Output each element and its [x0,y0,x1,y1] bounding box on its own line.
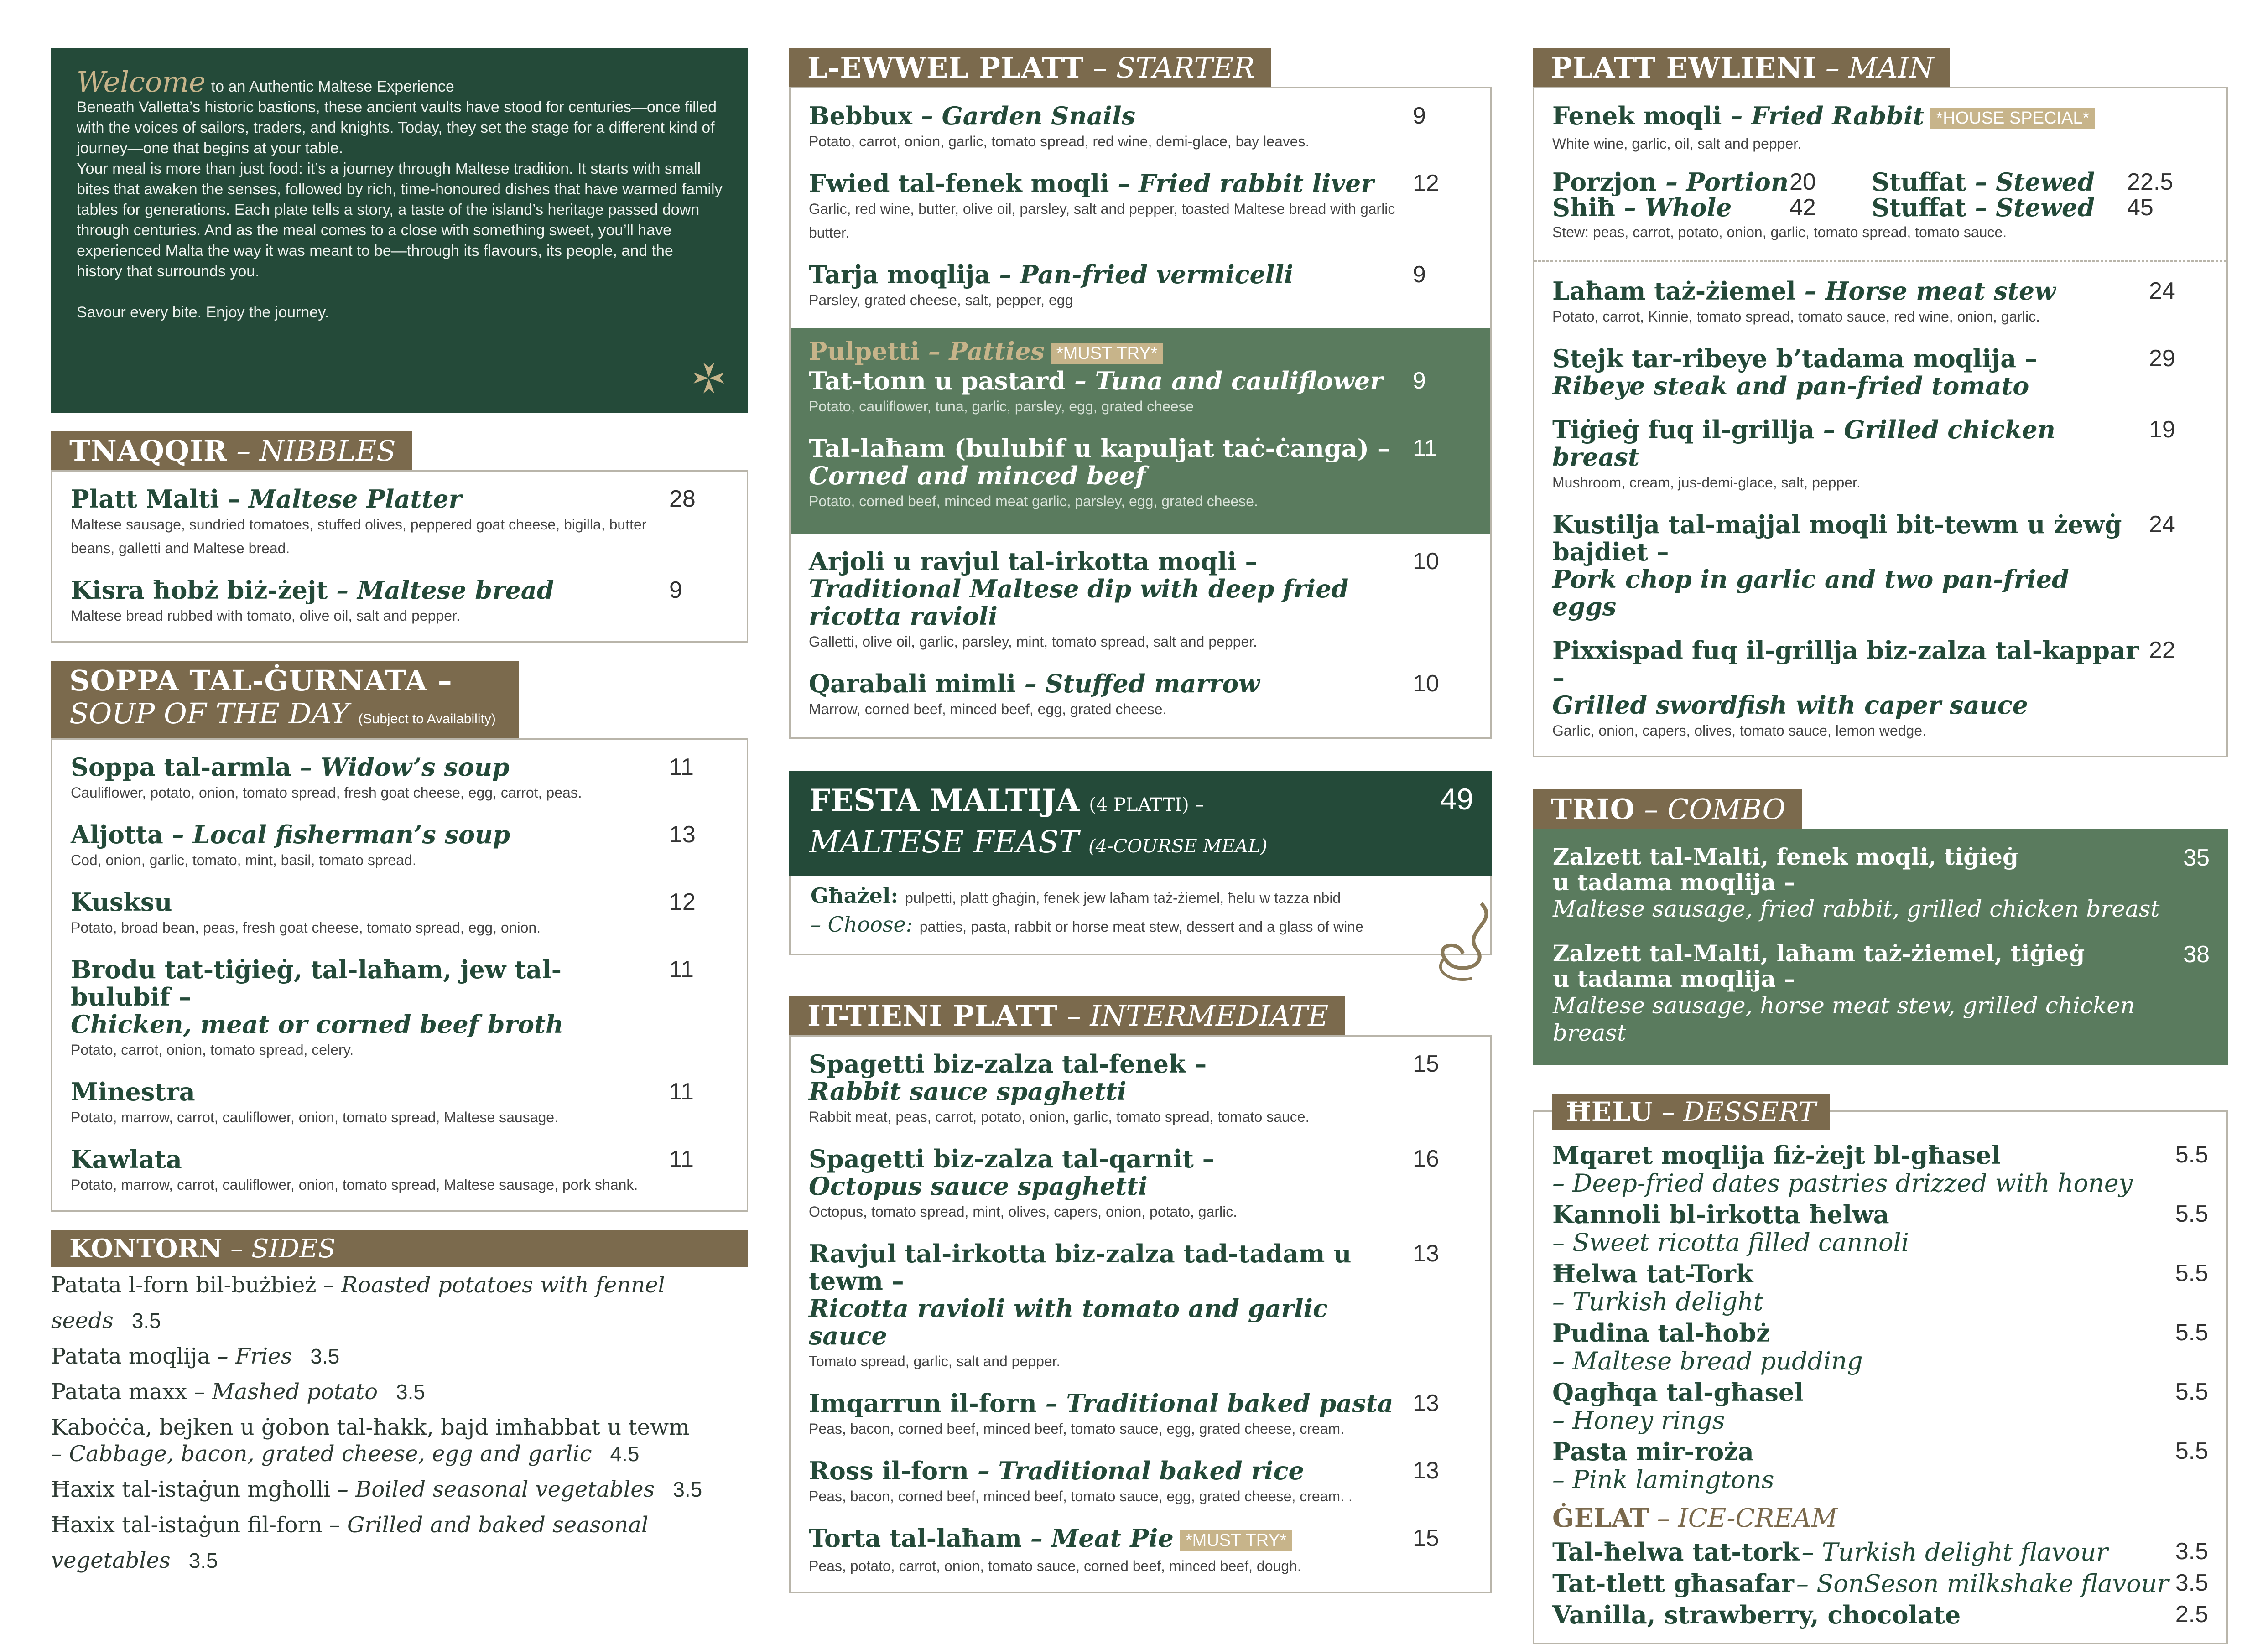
item-price: 13 [669,821,696,848]
item-price: 13 [1413,1457,1439,1484]
dessert-item: Qagħqa tal-għasel – Honey rings 5.5 [1552,1377,2208,1435]
item-price: 24 [2149,511,2175,538]
trio-section [1533,789,2228,1065]
feast-header: FESTA MALTIJA (4 PLATTI) – MALTESE FEAST (4-COURSE MEAL) 49 [789,771,1492,876]
soup-section [51,661,748,1212]
maltese-cross-icon [691,360,727,396]
main-section [1533,48,2228,757]
nibbles-box [51,470,748,643]
combo-item: Zalzett tal-Malti, laħam taż-żiemel, tiġieġ u tadama moqlija – Maltese sausage, horse meat stew, grilled chicken breast 38 [1553,939,2210,1046]
icecream-subheader: ĠELAT – ICE-CREAM [1552,1503,1838,1533]
menu-item: Tiġieġ fuq il-grillja – Grilled chicken breast Mushroom, cream, jus-demi-glace, salt, pepper. 19 [1552,416,2208,494]
intermediate-header: IT-TIENI PLATT – INTERMEDIATE [789,996,1345,1035]
item-price: 10 [1413,548,1439,575]
welcome-paragraph-2: Your meal is more than just food: it’s a journey through Maltese tradition. It starts with small bites that awaken the senses, followed by rich, time-honoured dishes that have warmed family tables for generations. Each plate tells a story, a taste of the island’s heritage passed down through centuries. And as the meal comes to a close with something sweet, you’ll have experienced Malta the way it was meant to be—through its flavours, its people, and the history that surrounds you. [77,160,723,280]
menu-item: Kisra ħobż biż-żejt – Maltese bread Maltese bread rubbed with tomato, olive oil, salt and pepper. 9 [71,576,728,628]
portion-row: Shiħ – Whole 42 Stuffat – Stewed 45 [1552,192,2154,222]
item-price: 28 [669,486,696,512]
menu-item: Imqarrun il-forn – Traditional baked pasta Peas, bacon, corned beef, minced beef, tomato sauce, egg, grated cheese, cream. 13 [809,1390,1472,1441]
welcome-paragraph-1: Beneath Valletta’s historic bastions, these ancient vaults have stood for centuries—once filled with the voices of sailors, traders, and knights. Today, they set the stage for a different kind of journey—one that begins at your table. [77,99,717,157]
item-price: 3.5 [2175,1538,2208,1565]
item-price: 5.5 [2175,1437,2208,1464]
side-item: Patata l-forn bil-bużbież – Roasted potatoes with fennel seeds 3.5 [51,1272,665,1333]
item-price: 5.5 [2175,1141,2208,1168]
side-item: Kaboċċa, bejken u ġobon tal-ħakk, bajd imħabbat u tewm – Cabbage, bacon, grated cheese, egg and garlic 4.5 [51,1415,690,1467]
item-price: 10 [1413,670,1439,697]
menu-item: Torta tal-laħam – Meat Pie *MUST TRY* Peas, potato, carrot, onion, tomato sauce, corned beef, minced beef, dough. 15 [809,1525,1472,1578]
item-price: 15 [1413,1050,1439,1077]
item-price: 12 [1413,170,1439,197]
welcome-paragraph-3: Savour every bite. Enjoy the journey. [77,304,329,321]
item-price: 3.5 [2175,1569,2208,1596]
soup-header: SOPPA TAL-ĠURNATA – SOUP OF THE DAY (Subject to Availability) [51,661,519,738]
menu-item: Laħam taż-żiemel – Horse meat stew Potato, carrot, Kinnie, tomato spread, tomato sauce, red wine, onion, garlic. 24 [1552,277,2208,328]
menu-item: Ravjul tal-irkotta biz-zalza tad-tadam u tewm – Ricotta ravioli with tomato and garlic sauce Tomato spread, garlic, salt and pepper. 13 [809,1240,1472,1373]
menu-item: Fwied tal-fenek moqli – Fried rabbit liver Garlic, red wine, butter, olive oil, parsley, salt and pepper, toasted Maltese bread with garlic butter. 12 [809,170,1472,244]
item-price: 13 [1413,1390,1439,1416]
menu-item: Arjoli u ravjul tal-irkotta moqli – Traditional Maltese dip with deep fried ricotta ravioli Galletti, olive oil, garlic, parsley, mint, tomato spread, salt and pepper. 10 [809,548,1472,653]
icecream-item: Tal-ħelwa tat-tork – Turkish delight flavour 3.5 [1552,1537,2208,1566]
item-price: 13 [1413,1240,1439,1267]
nibbles-header: TNAQQIR – NIBBLES [51,431,412,470]
item-price: 35 [2183,844,2210,871]
menu-item: Kustilja tal-majjal moqli bit-tewm u żewġ bajdiet – Pork chop in garlic and two pan-fried eggs 24 [1552,511,2208,620]
item-price: 12 [669,889,696,915]
must-try-badge: *MUST TRY* [1180,1530,1292,1551]
side-item: Patata moqlija – Fries 3.5 [51,1343,340,1369]
feast-price: 49 [1440,782,1473,816]
intermediate-box [789,1035,1492,1593]
nibbles-section [51,431,748,643]
pulpetti-band [791,328,1490,534]
item-price: 38 [2183,941,2210,968]
intermediate-section [789,996,1492,1593]
feast-section [789,771,1492,955]
item-price: 5.5 [2175,1260,2208,1286]
menu-item: Spagetti biz-zalza tal-qarnit – Octopus sauce spaghetti Octopus, tomato spread, mint, olives, capers, onion, potato, garlic. 16 [809,1145,1472,1224]
side-item: Ħaxix tal-istaġun fil-forn – Grilled and baked seasonal vegetables 3.5 [51,1512,649,1573]
dessert-box [1533,1096,2228,1644]
starter-section [789,48,1492,739]
item-price: 16 [1413,1145,1439,1172]
item-price: 9 [669,577,682,603]
side-item: Patata maxx – Mashed potato 3.5 [51,1379,426,1405]
item-price: 11 [1413,435,1437,462]
trio-header: TRIO – COMBO [1533,789,1802,829]
menu-item: Platt Malti – Maltese Platter Maltese sausage, sundried tomatoes, stuffed olives, peppered goat cheese, bigilla, butter beans, galletti and Maltese bread. 28 [71,485,728,560]
welcome-intro: to an Authentic Maltese Experience [211,78,454,95]
welcome-heading [77,65,723,99]
column-left [51,48,748,1578]
menu-item: Brodu tat-tiġieġ, tal-laħam, jew tal-bulubif – Chicken, meat or corned beef broth Potato, carrot, onion, tomato spread, celery. 11 [71,956,728,1062]
icecream-item: Tat-tlett għasafar – SonSeson milkshake flavour 3.5 [1552,1568,2208,1598]
dessert-item: Pasta mir-roża – Pink lamingtons 5.5 [1552,1437,2208,1494]
menu-item: Minestra Potato, marrow, carrot, cauliflower, onion, tomato spread, Maltese sausage. 11 [71,1078,728,1129]
ornament-flourish-icon [1426,894,1499,985]
menu-item: Stejk tar-ribeye b’tadama moqlija – Ribeye steak and pan-fried tomato 29 [1552,345,2208,399]
item-price: 29 [2149,345,2175,372]
menu-item: Ross il-forn – Traditional baked rice Peas, bacon, corned beef, minced beef, tomato sauce, egg, grated cheese, cream. . 13 [809,1457,1472,1508]
starter-header: L-EWWEL PLATT – STARTER [789,48,1271,87]
dessert-header: ĦELU – DESSERT [1552,1094,1830,1130]
combo-item: Zalzett tal-Malti, fenek moqli, tiġieġ u tadama moqlija – Maltese sausage, fried rabbit, grilled chicken breast 35 [1553,843,2210,922]
menu-item: Tal-laħam (bulubif u kapuljat taċ-ċanga) – Corned and minced beef Potato, corned beef, minced meat garlic, parsley, egg, grated cheese. 11 [809,435,1472,513]
dessert-item: Ħelwa tat-Tork – Turkish delight 5.5 [1552,1259,2208,1316]
stew-description: Stew: peas, carrot, potato, onion, garlic, tomato spread, tomato sauce. [1552,223,2007,240]
item-price: 15 [1413,1525,1439,1551]
item-price: 9 [1413,367,1426,394]
item-price: 5.5 [2175,1200,2208,1227]
item-price: 11 [669,1079,694,1105]
menu-item: Aljotta – Local fisherman’s soup Cod, onion, garlic, tomato, mint, basil, tomato spread. 13 [71,821,728,872]
item-price: 5.5 [2175,1378,2208,1405]
sides-header: KONTORN – SIDES [51,1230,748,1267]
dessert-item: Pudina tal-ħobż – Maltese bread pudding 5.5 [1552,1318,2208,1375]
dessert-item: Kannoli bl-irkotta ħelwa – Sweet ricotta filled cannoli 5.5 [1552,1199,2208,1257]
item-price: 2.5 [2175,1601,2208,1628]
main-header: PLATT EWLIENI – MAIN [1533,48,1950,87]
divider [1534,260,2226,262]
dessert-item: Mqaret moqlija fiż-żejt bl-għasel – Deep-fried dates pastries drizzed with honey 5.5 [1552,1140,2208,1198]
item-price: 19 [2149,416,2175,443]
column-right [1533,48,2228,1644]
menu-item: Tarja moqlija – Pan-fried vermicelli Parsley, grated cheese, salt, pepper, egg 9 [809,261,1472,312]
menu-item: Tat-tonn u pastard – Tuna and cauliflower Potato, cauliflower, tuna, garlic, parsley, egg, grated cheese 9 [809,367,1472,418]
menu-item: Soppa tal-armla – Widow’s soup Cauliflower, potato, onion, tomato spread, fresh goat cheese, egg, carrot, peas. 11 [71,753,728,804]
side-item: Ħaxix tal-istaġun mgħolli – Boiled seasonal vegetables 3.5 [51,1477,702,1502]
pulpetti-label: Pulpetti – Patties *MUST TRY* [809,337,1472,367]
menu-item: Kawlata Potato, marrow, carrot, cauliflower, onion, tomato spread, Maltese sausage, pork shank. 11 [71,1146,728,1197]
menu-item: Fenek moqli – Fried Rabbit *HOUSE SPECIAL* White wine, garlic, oil, salt and pepper. [1552,102,2208,156]
item-price: 24 [2149,277,2175,304]
house-special-badge: *HOUSE SPECIAL* [1930,108,2095,129]
feast-body: Għażel: pulpetti, platt għaġin, fenek jew laħam taż-żiemel, ħelu w tazza nbid – Choose: patties, pasta, rabbit or horse meat stew, dessert and a glass of wine [789,876,1492,955]
welcome-panel [51,48,748,413]
welcome-script: Welcome [77,65,206,99]
must-try-badge: *MUST TRY* [1051,343,1163,364]
menu-item: Kusksu Potato, broad bean, peas, fresh goat cheese, tomato spread, egg, onion. 12 [71,888,728,939]
item-price: 5.5 [2175,1319,2208,1346]
column-middle [789,48,1492,1593]
trio-box [1533,829,2228,1065]
soup-box [51,738,748,1212]
menu-item: Pixxispad fuq il-grillja biz-zalza tal-kappar – Grilled swordfish with caper sauce Garlic, onion, capers, olives, tomato sauce, lemon wedge. 22 [1552,637,2208,742]
sides-section [51,1230,748,1578]
starter-box [789,87,1492,739]
icecream-item: Vanilla, strawberry, chocolate 2.5 [1552,1600,2208,1629]
portion-row: Porzjon – Portion 20 Stuffat – Stewed 22.5 [1552,167,2174,197]
main-box [1533,87,2228,757]
item-price: 11 [669,956,694,983]
dessert-section [1533,1096,2228,1644]
item-price: 11 [669,1146,694,1172]
menu-item: Spagetti biz-zalza tal-fenek – Rabbit sauce spaghetti Rabbit meat, peas, carrot, potato, onion, garlic, tomato spread, tomato sauce. 15 [809,1050,1472,1129]
menu-item: Qarabali mimli – Stuffed marrow Marrow, corned beef, minced beef, egg, grated cheese. 10 [809,670,1472,721]
item-price: 11 [669,754,694,780]
item-price: 22 [2149,637,2175,664]
item-price: 9 [1413,261,1426,288]
item-price: 9 [1413,103,1426,129]
menu-item: Bebbux – Garden Snails Potato, carrot, onion, garlic, tomato spread, red wine, demi-glace, bay leaves. 9 [809,102,1472,153]
